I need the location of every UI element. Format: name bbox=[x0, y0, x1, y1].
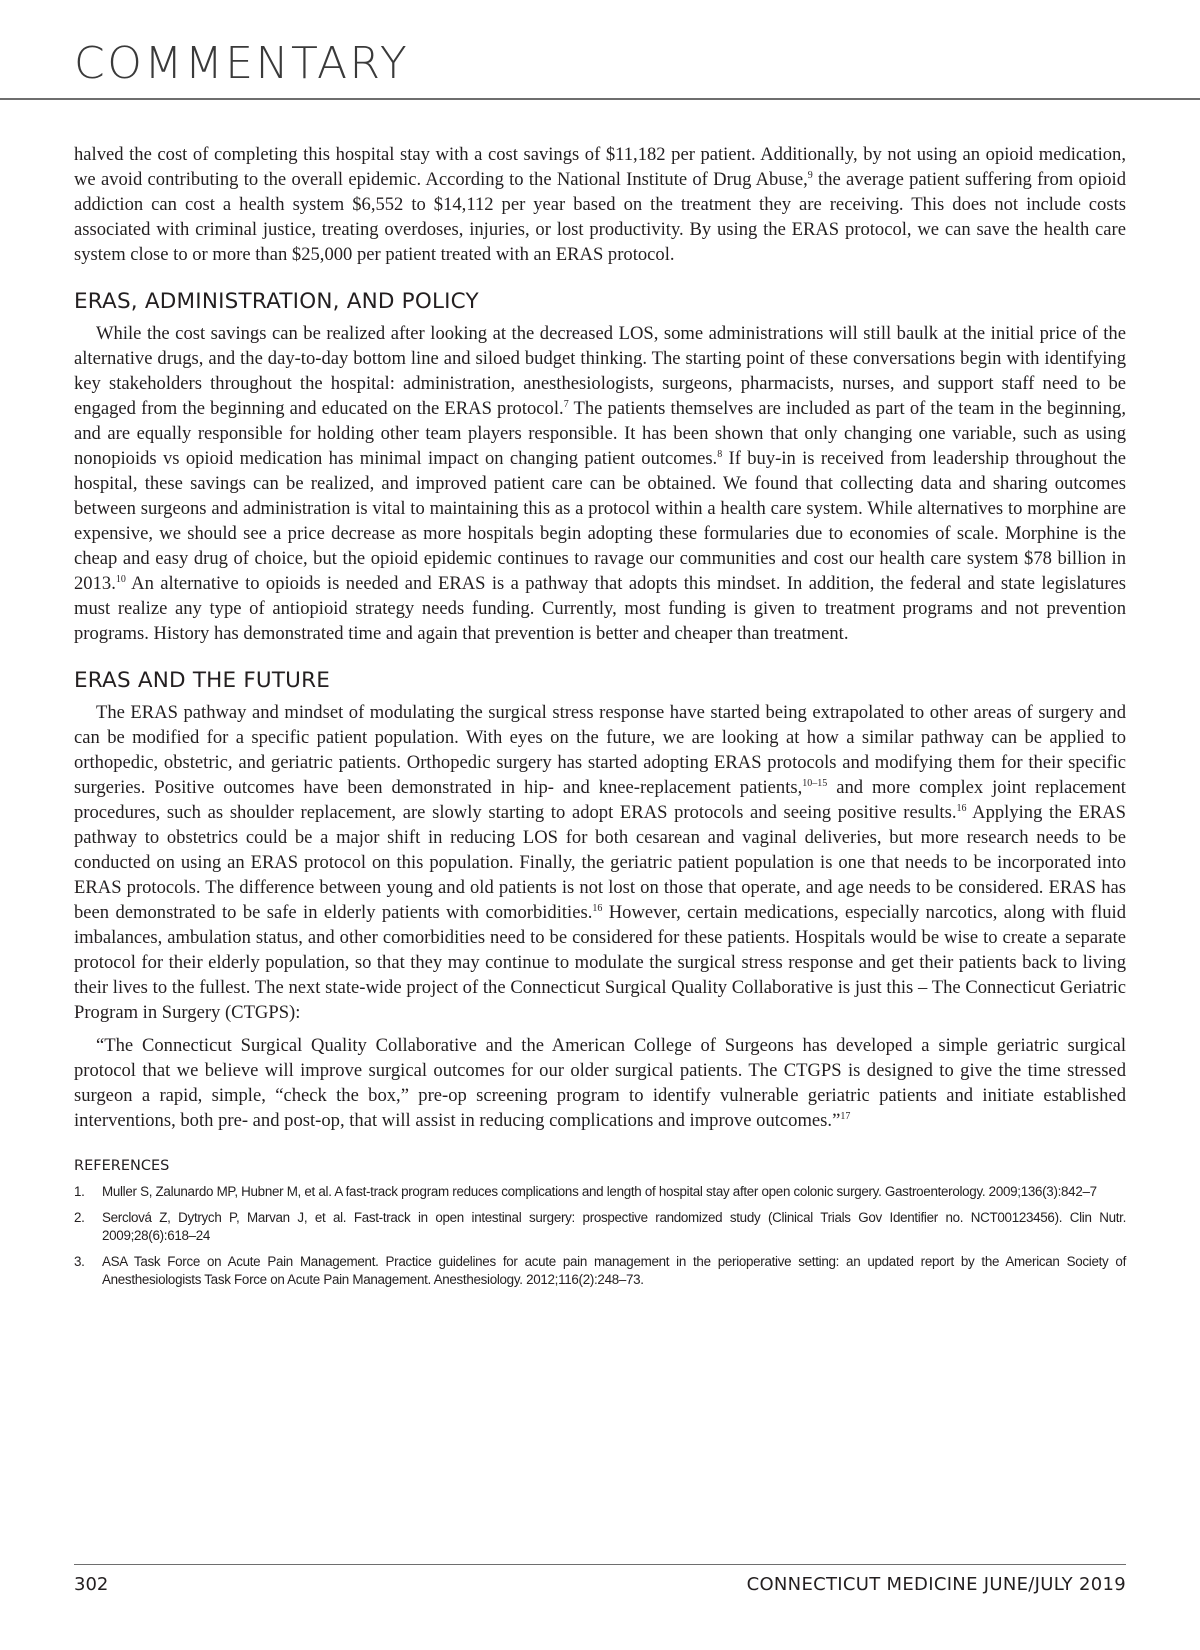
block-quote: “The Connecticut Surgical Quality Collaborative and the American College of Surgeons has developed a simple geriatric surgical protocol that we believe will improve surgical outcomes for our older surgical patients. The CTGPS is designed to give the time stressed surgeon a rapid, simple, “check the box,” pre-op screening program to identify vulnerable geriatric patients and initiate established interventions, both pre- and post-op, that will assist in reducing complications and improve outcomes.”$^{17}$ bbox=[74, 1035, 1126, 1131]
header-rule bbox=[0, 98, 1200, 100]
citation: 10 bbox=[115, 574, 126, 585]
paragraph-future: The ERAS pathway and mindset of modulating the surgical stress response have started being extrapolated to other areas of surgery and can be modified for a specific patient population. With eyes on the future, we are looking at how a similar pathway can be applied to orthopedic, obstetric, and geriatric patients. Orthopedic surgery has started adopting ERAS protocols and modifying them for their specific surgeries. Positive outcomes have been demonstrated in hip- and knee-replacement patients,$^{10-15}$ and more complex joint replacement procedures, such as shoulder replacement, are slowly starting to adopt ERAS protocols and seeing positive results.$^{16}$ Applying the ERAS pathway to obstetrics could be a major shift in reducing LOS for both cesarean and vaginal deliveries, but more research needs to be conducted on using an ERAS protocol on this population. Finally, the geriatric patient population is one that needs to be incorporated into ERAS protocols. The difference between young and old patients is not lost on those that operate, and age needs to be considered. ERAS has been demonstrated to be safe in elderly patients with comorbidities.$^{16}$ However, certain medications, especially narcotics, along with fluid imbalances, ambulation status, and other comorbidities need to be considered for these patients. Hospitals would be wise to create a separate protocol for their elderly population, so that they may continue to modulate the surgical stress response and get their patients back to living their lives to the fullest. The next state-wide project of the Connecticut Surgical Quality Collaborative is just this – The Connecticut Geriatric Program in Surgery (CTGPS): bbox=[74, 702, 1126, 1023]
page-number: 302 bbox=[74, 1574, 109, 1595]
citation: 16 bbox=[956, 803, 967, 814]
citation: 9 bbox=[807, 170, 813, 181]
citation: 8 bbox=[717, 449, 723, 460]
citation: 17 bbox=[840, 1111, 851, 1122]
section-label: COMMENTARY bbox=[74, 38, 410, 89]
paragraph-policy: While the cost savings can be realized after looking at the decreased LOS, some administrations will still baulk at the initial price of the alternative drugs, and the day-to-day bottom line and siloed budget thinking. The starting point of these conversations begin with identifying key stakeholders throughout the hospital: administration, anesthesiologists, surgeons, pharmacists, nurses, and support staff need to be engaged from the beginning and educated on the ERAS protocol.$^7$ The patients themselves are included as part of the team in the beginning, and are equally responsible for holding other team players responsible. It has been shown that only changing one variable, such as using nonopioids vs opioid medication has minimal impact on changing patient outcomes.$^8$ If buy-in is received from leadership throughout the hospital, these savings can be realized, and improved patient care can be obtained. We found that collecting data and sharing outcomes between surgeons and administration is vital to maintaining this as a protocol within a health care system. While alternatives to morphine are expensive, we should see a price decrease as more hospitals begin adopting these formularies due to economies of scale. Morphine is the cheap and easy drug of choice, but the opioid epidemic continues to ravage our communities and cost our health care system $78 billion in 2013.10 An alternative to opioids is needed and ERAS is a pathway that adopts this mindset. In addition, the federal and state legislatures must realize any type of antiopioid strategy needs funding. Currently, most funding is given to treatment programs and not prevention programs. History has demonstrated time and again that prevention is better and cheaper than treatment. bbox=[74, 323, 1127, 644]
references-list bbox=[74, 1183, 1126, 1289]
reference-item: 2. Serclová Z, Dytrych P, Marvan J, et al. Fast-track in open intestinal surgery: prospective randomized study (Clinical Trials Gov Identifier no. NCT00123456). Clin Nutr. 2009;28(6):618–24 bbox=[74, 1210, 1126, 1243]
reference-item: 3. ASA Task Force on Acute Pain Management. Practice guidelines for acute pain management in the perioperative setting: an updated report by the American Society of Anesthesiologists Task Force on Acute Pain Management. Anesthesiology. 2012;116(2):248–73. bbox=[74, 1254, 1126, 1287]
references-heading: REFERENCES bbox=[74, 1158, 170, 1174]
citation: 10–15 bbox=[802, 778, 828, 789]
intro-paragraph: halved the cost of completing this hospital stay with a cost savings of $11,182 per patient. Additionally, by not using an opioid medication, we avoid contributing to the overall epidemic. According to the National Institute of Drug Abuse,$^9$ the average patient suffering from opioid addiction can cost a health system $6,552 to $14,112 per year based on the treatment they are receiving. This does not include costs associated with criminal justice, treating overdoses, injuries, or lost productivity. By using the ERAS protocol, we can save the health care system close to or more than $25,000 per patient treated with an ERAS protocol. bbox=[74, 144, 1126, 265]
section-heading-future: ERAS AND THE FUTURE bbox=[74, 668, 331, 693]
article-body bbox=[74, 142, 1126, 1297]
reference-item: 1. Muller S, Zalunardo MP, Hubner M, et al. A fast-track program reduces complications and length of hospital stay after open colonic surgery. Gastroenterology. 2009;136(3):842–7 bbox=[74, 1184, 1097, 1199]
page-footer bbox=[74, 1574, 1126, 1600]
citation: 7 bbox=[563, 399, 569, 410]
journal-issue: CONNECTICUT MEDICINE JUNE/JULY 2019 bbox=[746, 1574, 1126, 1595]
citation: 16 bbox=[592, 903, 603, 914]
section-heading-policy: ERAS, ADMINISTRATION, AND POLICY bbox=[74, 289, 479, 314]
footer-rule bbox=[74, 1564, 1126, 1565]
